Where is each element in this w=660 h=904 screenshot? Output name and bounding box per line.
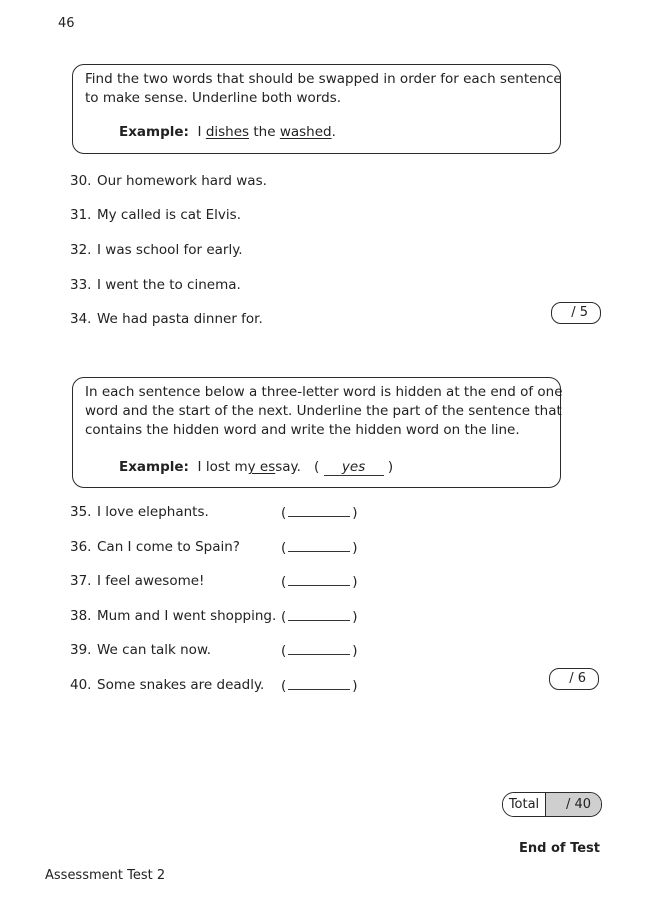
paren-close: ) [352,505,358,521]
paren-close: ) [352,678,358,694]
example-text: I lost m [197,459,248,475]
footer-test-name: Assessment Test 2 [45,868,166,883]
question-number: 35. [70,504,92,520]
question-number: 36. [70,539,92,555]
paren-close: ) [387,459,394,475]
instruction-line: word and the start of the next. Underline the part of the sentence that [85,403,562,419]
instruction-line: to make sense. Underline both words. [85,90,342,106]
example-label: Example: [119,459,189,475]
section-score-box: / 6 [549,668,599,690]
question-text[interactable]: We had pasta dinner for. [97,311,263,327]
question-number: 40. [70,677,92,693]
paren-close: ) [352,609,358,625]
answer-line[interactable] [288,573,350,586]
end-of-test: End of Test [519,841,600,856]
question-number: 38. [70,608,92,624]
answer-blank-37[interactable] [281,573,358,590]
question-text[interactable]: Some snakes are deadly. [97,677,265,693]
example-text: the [249,124,280,140]
paren-close: ) [352,643,358,659]
paren-open: ( [281,574,287,590]
question-number: 32. [70,242,92,258]
answer-line[interactable] [288,642,350,655]
question-text[interactable]: Mum and I went shopping. [97,608,277,624]
answer-blank-40[interactable] [281,677,358,694]
answer-line[interactable] [288,539,350,552]
example [119,124,336,140]
example-text: . [331,124,336,140]
question-36[interactable] [70,539,240,555]
question-text[interactable]: My called is cat Elvis. [97,207,241,223]
question-number: 37. [70,573,92,589]
paren-open: ( [281,609,287,625]
example-text: say. [275,459,301,475]
instruction-line: In each sentence below a three-letter word is hidden at the end of one [85,384,563,400]
question-number: 31. [70,207,92,223]
question-32[interactable] [70,242,243,258]
question-35[interactable] [70,504,209,520]
question-33[interactable] [70,277,241,293]
question-31[interactable] [70,207,241,223]
instruction-box-hidden-word [72,377,561,488]
question-text[interactable]: Our homework hard was. [97,173,267,189]
answer-blank-39[interactable] [281,642,358,659]
question-text[interactable]: We can talk now. [97,642,212,658]
answer-line[interactable] [288,504,350,517]
answer-blank-38[interactable] [281,608,358,625]
paren-open: ( [281,540,287,556]
question-34[interactable] [70,311,263,327]
example-label: Example: [119,124,189,140]
question-number: 33. [70,277,92,293]
question-text[interactable]: I went the to cinema. [97,277,241,293]
question-text[interactable]: Can I come to Spain? [97,539,240,555]
question-39[interactable] [70,642,211,658]
answer-blank-36[interactable] [281,539,358,556]
question-text[interactable]: I feel awesome! [97,573,205,589]
instruction-box-swap [72,64,561,154]
answer-line[interactable] [288,608,350,621]
paren-close: ) [352,540,358,556]
question-number: 39. [70,642,92,658]
question-text[interactable]: I love elephants. [97,504,209,520]
instruction-line: contains the hidden word and write the hidden word on the line. [85,422,520,438]
paren-open: ( [314,459,320,475]
total-score: / 40 [546,793,601,816]
example-text: I [197,124,206,140]
paren-close: ) [352,574,358,590]
question-37[interactable] [70,573,204,589]
example-answer [314,459,393,476]
instruction-line: Find the two words that should be swapped in order for each sentence [85,71,562,87]
paren-open: ( [281,678,287,694]
question-38[interactable] [70,608,276,624]
question-text[interactable]: I was school for early. [97,242,243,258]
example-underlined-word: dishes [205,124,250,140]
paren-open: ( [281,643,287,659]
question-30[interactable] [70,173,267,189]
section-score-box: / 5 [551,302,601,324]
answer-blank-35[interactable] [281,504,358,521]
question-number: 34. [70,311,92,327]
answer-line[interactable] [288,677,350,690]
example-answer-word: yes [324,459,384,476]
example-underlined-word: washed [279,124,332,140]
paren-open: ( [281,505,287,521]
question-number: 30. [70,173,92,189]
total-score-box [502,792,602,817]
example-underlined-part: y es [247,459,276,475]
example [119,459,301,475]
question-40[interactable] [70,677,264,693]
total-label: Total [503,793,546,816]
page-number: 46 [58,16,75,31]
